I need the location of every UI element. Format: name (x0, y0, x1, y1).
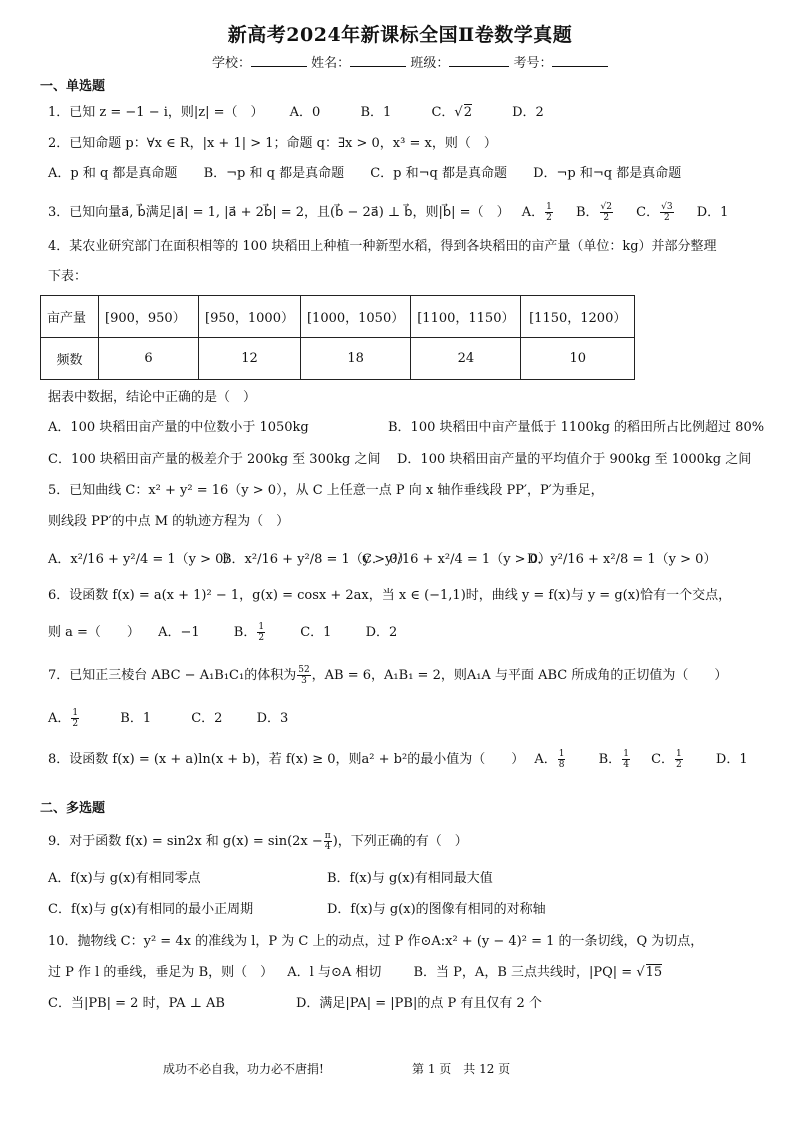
name-label: 姓名： (311, 56, 351, 71)
table-header-cell: 频数 (41, 338, 99, 380)
q3-option-d: D．1 (696, 205, 729, 220)
table-cell: 6 (99, 338, 199, 380)
question-8-stem: 8．设函数 f(x) = (x + a)ln(x + b)，若 f(x) ≥ 0，则a² + b²的最小值为（ ） (48, 752, 525, 767)
q1-option-a: A．0 (289, 105, 321, 120)
question-3-stem: 3．已知向量a⃗, b⃗满足|a⃗| = 1, |a⃗ + 2b⃗| = 2，且(b⃗ − 2a⃗) ⊥ b⃗，则|b⃗| =（ ） (48, 205, 510, 220)
question-6 (48, 622, 397, 643)
question-6-stem-line1: 6．设函数 f(x) = a(x + 1)² − 1，g(x) = cosx + 2ax，当 x ∈ (−1,1)时，曲线 y = f(x)与 y = g(x)恰有一个交点， (48, 588, 732, 603)
q8-a-num: 1 (558, 749, 565, 759)
section-heading-multiple-choice: 二、多选题 (40, 801, 106, 816)
table-cell: 10 (521, 338, 635, 380)
question-10 (48, 964, 662, 982)
table-header-cell: 亩产量 (41, 296, 99, 338)
footer-page-number: 第 1 页 共 12 页 (412, 1062, 511, 1076)
q3-option-a-label: A． (521, 205, 545, 220)
table-cell: [1100，1150） (411, 296, 521, 338)
q5-option-d: D．y²/16 + x²/8 = 1（y > 0） (527, 552, 717, 567)
student-info-line (212, 55, 608, 73)
q8-b-num: 1 (623, 749, 629, 759)
q5-option-b: B．x²/16 + y²/8 = 1（y > 0） (222, 552, 411, 567)
q3-a-den: 2 (546, 213, 552, 223)
school-label: 学校： (212, 56, 252, 71)
q7-vol-den: 3 (301, 676, 307, 686)
q4-option-b: B．100 块稻田中亩产量低于 1100kg 的稻田所占比例超过 80% (388, 420, 765, 435)
q10-option-b: B．当 P，A，B 三点共线时，|PQ| = √15 (413, 965, 663, 980)
section-heading-single-choice: 一、单选题 (40, 79, 106, 94)
q3-option-b-label: B． (575, 205, 599, 220)
question-7-stem-start: 7．已知正三棱台 ABC − A₁B₁C₁的体积为 (48, 668, 297, 683)
question-7-stem-end: ，AB = 6，A₁B₁ = 2，则A₁A 与平面 ABC 所成角的正切值为（ ） (311, 668, 728, 683)
school-blank[interactable] (251, 55, 307, 67)
q6-option-b-label: B． (233, 625, 257, 640)
q7-option-a-label: A． (48, 711, 71, 726)
question-2-options (48, 165, 681, 183)
q8-option-b-fraction (622, 749, 630, 770)
q7-a-num: 1 (72, 708, 79, 718)
q8-a-den: 8 (558, 760, 565, 770)
question-3 (48, 202, 728, 223)
q10-option-b-label: B．当 P，A，B 三点共线时，|PQ| = (413, 965, 633, 980)
q10-option-b-value: 15 (645, 965, 663, 980)
q2-option-b: B．¬p 和 q 都是真命题 (203, 166, 345, 181)
q8-option-d: D．1 (715, 752, 748, 767)
name-blank[interactable] (350, 55, 406, 67)
table-cell: [1000，1050） (300, 296, 410, 338)
question-4-stem-line2: 下表： (48, 269, 88, 284)
table-cell: [900，950） (99, 296, 199, 338)
q9-option-b: B．f(x)与 g(x)有相同最大值 (327, 871, 493, 886)
q7-option-d: D．3 (256, 711, 289, 726)
q3-option-a-fraction (545, 202, 553, 223)
q3-option-b (576, 202, 614, 223)
q9-option-c: C．f(x)与 g(x)有相同的最小正周期 (48, 902, 254, 917)
question-5-stem-line1: 5．已知曲线 C：x² + y² = 16（y > 0），从 C 上任意一点 P 向 x 轴作垂线段 PP′，P′为垂足， (48, 483, 604, 498)
q7-a-den: 2 (72, 719, 79, 729)
question-7-options (48, 708, 288, 729)
question-4-stem-line1: 4．某农业研究部门在面积相等的 100 块稻田上种植一种新型水稻，得到各块稻田的亩产量（单位：kg）并部分整理 (48, 239, 717, 254)
q2-option-c: C．p 和¬q 都是真命题 (370, 166, 507, 181)
q6-option-c: C．1 (300, 625, 332, 640)
q3-c-num: √3 (661, 202, 673, 212)
q4-option-c: C．100 块稻田亩产量的极差介于 200kg 至 300kg 之间 (48, 452, 381, 467)
q6-option-d: D．2 (365, 625, 398, 640)
q8-option-c (651, 749, 684, 770)
q9-option-d: D．f(x)与 g(x)的图像有相同的对称轴 (327, 902, 546, 917)
q9-pi-den: 4 (324, 842, 331, 852)
q3-option-b-fraction (600, 202, 613, 223)
examno-label: 考号： (513, 56, 553, 71)
q9-pi-num: π (324, 831, 331, 841)
q3-option-c-fraction (660, 202, 673, 223)
q5-option-c: C．y²/16 + x²/4 = 1（y > 0） (362, 552, 551, 567)
question-2-stem: 2．已知命题 p：∀x ∈ R，|x + 1| > 1；命题 q：∃x > 0，x³ = x，则（ ） (48, 136, 497, 151)
q2-option-d: D．¬p 和¬q 都是真命题 (533, 166, 682, 181)
q8-c-den: 2 (676, 760, 682, 770)
question-9-stem-start: 9．对于函数 f(x) = sin2x 和 g(x) = sin(2x − (48, 834, 323, 849)
q3-c-den: 2 (663, 213, 670, 223)
table-cell: [950，1000） (199, 296, 301, 338)
q7-option-c: C．2 (191, 711, 223, 726)
question-10-stem-line1: 10．抛物线 C：y² = 4x 的准线为 l，P 为 C 上的动点，过 P 作⊙A:x² + (y − 4)² = 1 的一条切线，Q 为切点， (48, 934, 704, 949)
question-4-prompt: 据表中数据，结论中正确的是（ ） (48, 390, 257, 405)
q3-a-num: 1 (546, 202, 552, 212)
q6-option-a: A．−1 (158, 625, 200, 640)
table-cell: 24 (411, 338, 521, 380)
q4-option-d: D．100 块稻田亩产量的平均值介于 900kg 至 1000kg 之间 (397, 452, 752, 467)
q3-option-c (636, 202, 674, 223)
q8-c-num: 1 (676, 749, 682, 759)
question-9-stem (48, 831, 468, 852)
q3-option-c-label: C． (636, 205, 660, 220)
q7-option-a (48, 708, 80, 729)
footer-motto: 成功不必自我，功力必不唐捐! (163, 1062, 324, 1076)
q10-option-a: A．l 与⊙A 相切 (287, 965, 382, 980)
q1-option-d: D．2 (512, 105, 544, 120)
q9-option-a: A．f(x)与 g(x)有相同零点 (48, 871, 201, 886)
page-title: 新高考2024年新课标全国Ⅱ卷数学真题 (227, 24, 573, 46)
q6-option-b-fraction (257, 622, 265, 643)
table-cell: 12 (199, 338, 301, 380)
class-blank[interactable] (449, 55, 509, 67)
q7-vol-num: 52 (298, 665, 310, 675)
q10-option-c: C．当|PB| = 2 时，PA ⊥ AB (48, 996, 225, 1011)
q8-option-c-label: C． (651, 752, 675, 767)
question-10-stem-line2: 过 P 作 l 的垂线，垂足为 B，则（ ） (48, 965, 274, 980)
q1-option-c: C．√2 (431, 105, 472, 120)
q5-option-a: A．x²/16 + y²/4 = 1（y > 0） (48, 552, 237, 567)
yield-frequency-table (40, 295, 635, 380)
q3-b-num: √2 (600, 202, 613, 212)
q7-option-a-fraction (71, 708, 79, 729)
q7-volume-fraction (297, 665, 310, 686)
table-row (41, 338, 635, 380)
q8-option-b-label: B． (598, 752, 622, 767)
examno-blank[interactable] (552, 55, 608, 67)
table-row (41, 296, 635, 338)
q4-option-a: A．100 块稻田亩产量的中位数小于 1050kg (48, 420, 309, 435)
question-6-stem-line2: 则 a =（ ） (48, 625, 140, 640)
q3-option-a (522, 202, 554, 223)
q8-option-a (534, 749, 566, 770)
class-label: 班级： (410, 56, 450, 71)
q2-option-a: A．p 和 q 都是真命题 (48, 166, 178, 181)
table-cell: 18 (300, 338, 410, 380)
table-cell: [1150，1200） (521, 296, 635, 338)
q1-option-b: B．1 (360, 105, 392, 120)
q8-b-den: 4 (623, 760, 629, 770)
q8-option-a-label: A． (534, 752, 557, 767)
q8-option-c-fraction (675, 749, 683, 770)
question-1-stem: 1．已知 z = −1 − i，则|z| =（ ） (48, 105, 264, 120)
q9-pi-fraction (324, 831, 332, 852)
q10-option-d: D．满足|PA| = |PB|的点 P 有且仅有 2 个 (296, 996, 542, 1011)
q7-option-b: B．1 (120, 711, 152, 726)
q3-b-den: 2 (603, 213, 610, 223)
question-8 (48, 749, 748, 770)
question-7-stem (48, 665, 727, 686)
q6-b-num: 1 (258, 622, 265, 632)
q6-b-den: 2 (258, 633, 265, 643)
q1-option-c-label: C． (431, 105, 455, 120)
q8-option-b (599, 749, 631, 770)
q1-option-c-value: 2 (463, 105, 472, 120)
question-9-stem-end: )，下列正确的有（ ） (332, 834, 468, 849)
q8-option-a-fraction (558, 749, 566, 770)
question-1 (48, 104, 544, 122)
question-5-stem-line2: 则线段 PP′的中点 M 的轨迹方程为（ ） (48, 514, 290, 529)
q6-option-b (234, 622, 266, 643)
